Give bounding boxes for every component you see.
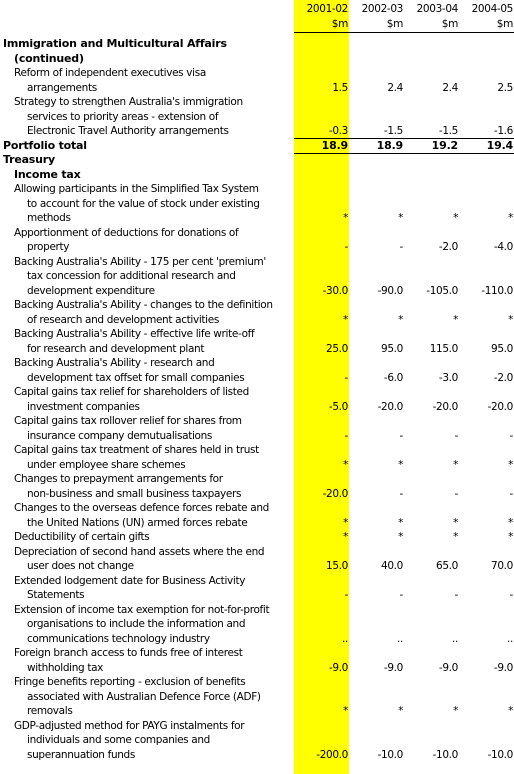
value-cell: -20.0	[322, 487, 348, 500]
portfolio-total-row	[0, 139, 514, 154]
value-cell: -	[344, 241, 348, 253]
value-cell: ..	[452, 632, 458, 645]
table-row	[0, 646, 514, 675]
table-row	[0, 545, 514, 574]
table-row	[0, 501, 514, 530]
row-label: (continued)	[14, 51, 84, 65]
row-label: Backing Australia's Ability - 175 per cent 'premium'	[14, 255, 266, 268]
value-cell: 95.0	[381, 342, 403, 355]
row-label: the United Nations (UN) armed forces rebate	[27, 516, 248, 529]
row-label: Changes to prepayment arrangements for	[14, 473, 223, 485]
value-cell: -30.0	[322, 284, 348, 297]
value-cell: -10.0	[487, 748, 513, 761]
table-row	[0, 255, 514, 299]
row-label: Capital gains tax treatment of shares held in trust	[14, 444, 259, 456]
table-row	[0, 530, 514, 545]
value-cell: *	[398, 705, 403, 717]
value-cell: *	[398, 458, 403, 471]
value-cell: -9.0	[383, 661, 403, 674]
value-cell: *	[508, 516, 513, 529]
value-cell: *	[508, 458, 513, 471]
row-label: services to priority areas - extension of	[27, 110, 219, 123]
value-cell: *	[453, 313, 458, 326]
value-cell: -	[509, 589, 513, 601]
value-cell: 70.0	[491, 560, 513, 572]
row-label: Reform of independent executives visa	[14, 67, 206, 79]
table-row	[0, 574, 514, 603]
table-row	[0, 675, 514, 719]
value-cell: -9.0	[493, 661, 513, 674]
value-cell: -	[509, 429, 513, 442]
value-cell: *	[453, 516, 458, 529]
section-heading	[0, 52, 514, 67]
value-cell: -20.0	[432, 400, 458, 413]
value-cell: *	[508, 313, 513, 326]
row-label: communications technology industry	[27, 632, 210, 645]
value-cell: -2.0	[438, 241, 458, 253]
table-row	[0, 182, 514, 226]
table-row	[0, 66, 514, 95]
table-row	[0, 356, 514, 385]
row-label: investment companies	[27, 400, 140, 413]
value-cell: *	[453, 212, 458, 224]
value-cell: -	[344, 589, 348, 601]
value-cell: -6.0	[383, 371, 403, 384]
value-cell: 2.4	[442, 81, 458, 94]
value-cell: *	[343, 516, 348, 529]
column-year-2004-05: 2004-05	[471, 3, 513, 15]
value-cell: *	[343, 458, 348, 471]
value-cell: -90.0	[377, 284, 403, 297]
value-cell: 15.0	[326, 560, 348, 572]
column-unit: $m	[496, 18, 513, 30]
section-heading	[0, 168, 514, 183]
table-row	[0, 414, 514, 443]
column-unit: $m	[441, 18, 458, 30]
value-cell: -	[399, 487, 403, 500]
value-cell: *	[508, 212, 513, 224]
table-row	[0, 603, 514, 647]
row-label: Extended lodgement date for Business Activity	[14, 574, 246, 587]
row-label: Portfolio total	[3, 138, 87, 152]
table-row	[0, 226, 514, 255]
row-label: removals	[27, 705, 73, 717]
value-cell: -	[509, 487, 513, 500]
row-label: Immigration and Multicultural Affairs	[3, 37, 227, 50]
table-row	[0, 443, 514, 472]
table-row	[0, 95, 514, 139]
row-label: superannuation funds	[27, 748, 135, 761]
row-label: Changes to the overseas defence forces rebate and	[14, 502, 269, 514]
value-cell: 1.5	[332, 81, 348, 94]
value-cell: -	[344, 371, 348, 384]
value-cell: -	[399, 241, 403, 253]
value-cell: -	[454, 487, 458, 500]
value-cell: -1.5	[438, 125, 458, 137]
row-label: tax concession for additional research and	[27, 270, 236, 282]
value-cell: 18.9	[321, 138, 348, 152]
row-label: Allowing participants in the Simplified Tax System	[14, 183, 259, 195]
row-label: development tax offset for small companies	[27, 371, 245, 384]
row-label: Depreciation of second hand assets where the end	[14, 545, 265, 558]
row-label: GDP-adjusted method for PAYG instalments for	[14, 719, 245, 732]
row-label: user does not change	[27, 560, 134, 572]
value-cell: *	[398, 212, 403, 224]
row-label: Treasury	[3, 153, 55, 166]
value-cell: -	[399, 429, 403, 442]
row-label: Extension of income tax exemption for not-for-profit	[14, 603, 270, 616]
row-label: Statements	[27, 589, 85, 601]
value-cell: -5.0	[328, 400, 348, 413]
value-cell: -10.0	[377, 748, 403, 761]
row-label: for research and development plant	[27, 342, 205, 355]
value-cell: -2.0	[493, 371, 513, 384]
row-label: non-business and small business taxpayers	[27, 487, 242, 500]
row-label: insurance company demutualisations	[27, 429, 213, 442]
table-row	[0, 472, 514, 501]
row-label: Apportionment of deductions for donations of	[14, 226, 239, 239]
row-label: individuals and some companies and	[27, 734, 210, 746]
value-cell: -	[454, 589, 458, 601]
value-cell: *	[398, 531, 403, 543]
value-cell: *	[453, 705, 458, 717]
value-cell: -	[454, 429, 458, 442]
value-cell: 19.4	[486, 138, 513, 152]
value-cell: ..	[507, 632, 513, 645]
row-label: methods	[27, 212, 71, 224]
row-label: Income tax	[14, 167, 81, 181]
value-cell: 25.0	[326, 342, 348, 355]
value-cell: -	[399, 589, 403, 601]
row-label: Backing Australia's Ability - research and	[14, 357, 215, 369]
value-cell: 40.0	[381, 560, 403, 572]
section-heading	[0, 153, 514, 168]
row-label: under employee share schemes	[27, 458, 186, 471]
value-cell: *	[453, 531, 458, 543]
value-cell: 18.9	[376, 138, 403, 152]
column-year-2003-04: 2003-04	[416, 3, 458, 15]
column-unit: $m	[331, 18, 348, 30]
column-year-header-row	[0, 2, 514, 16]
value-cell: 19.2	[431, 138, 458, 152]
row-label: Backing Australia's Ability - changes to the definition	[14, 299, 273, 311]
row-label: property	[27, 241, 70, 253]
value-cell: ..	[342, 632, 348, 645]
column-unit-header-row	[0, 17, 514, 31]
value-cell: 2.5	[497, 81, 513, 94]
value-cell: -200.0	[316, 748, 348, 761]
row-label: Capital gains tax relief for shareholders of listed	[14, 386, 249, 398]
row-label: associated with Australian Defence Force (ADF)	[27, 690, 261, 703]
value-cell: -9.0	[328, 661, 348, 674]
section-heading	[0, 37, 514, 52]
value-cell: -	[344, 429, 348, 442]
row-label: to account for the value of stock under existing	[27, 197, 260, 210]
total-top-rule	[294, 138, 514, 139]
value-cell: *	[453, 458, 458, 471]
table-row	[0, 719, 514, 763]
row-label: organisations to include the information and	[27, 618, 246, 630]
value-cell: -0.3	[328, 125, 348, 137]
value-cell: 2.4	[387, 81, 403, 94]
value-cell: -9.0	[438, 661, 458, 674]
value-cell: *	[508, 705, 513, 717]
column-unit: $m	[386, 18, 403, 30]
row-label: Strategy to strengthen Australia's immigration	[14, 96, 243, 108]
value-cell: 95.0	[491, 342, 513, 355]
row-label: development expenditure	[27, 284, 155, 297]
value-cell: -20.0	[487, 400, 513, 413]
value-cell: -20.0	[377, 400, 403, 413]
value-cell: 65.0	[436, 560, 458, 572]
row-label: Foreign branch access to funds free of interest	[14, 647, 243, 659]
row-label: Backing Australia's Ability - effective life write-off	[14, 328, 255, 340]
table-row	[0, 385, 514, 414]
value-cell: *	[343, 212, 348, 224]
row-label: Fringe benefits reporting - exclusion of benefits	[14, 676, 246, 688]
value-cell: *	[398, 313, 403, 326]
value-cell: ..	[397, 632, 403, 645]
row-label: Capital gains tax rollover relief for shares from	[14, 415, 242, 427]
value-cell: -10.0	[432, 748, 458, 761]
value-cell: -1.6	[493, 125, 513, 137]
table-row	[0, 327, 514, 356]
row-label: of research and development activities	[27, 313, 219, 326]
value-cell: -110.0	[481, 284, 513, 297]
value-cell: *	[343, 313, 348, 326]
table-row	[0, 298, 514, 327]
row-label: Electronic Travel Authority arrangements	[27, 125, 229, 137]
value-cell: *	[398, 516, 403, 529]
value-cell: -105.0	[426, 284, 458, 297]
value-cell: *	[343, 705, 348, 717]
column-year-2001-02: 2001-02	[306, 3, 348, 15]
row-label: arrangements	[27, 81, 97, 94]
value-cell: *	[508, 531, 513, 543]
row-label: Deductibility of certain gifts	[14, 531, 150, 543]
value-cell: -3.0	[438, 371, 458, 384]
header-rule	[294, 32, 514, 33]
value-cell: *	[343, 531, 348, 543]
value-cell: -4.0	[493, 241, 513, 253]
column-year-2002-03: 2002-03	[361, 3, 403, 15]
row-label: withholding tax	[27, 661, 104, 674]
value-cell: -1.5	[383, 125, 403, 137]
value-cell: 115.0	[429, 342, 458, 355]
